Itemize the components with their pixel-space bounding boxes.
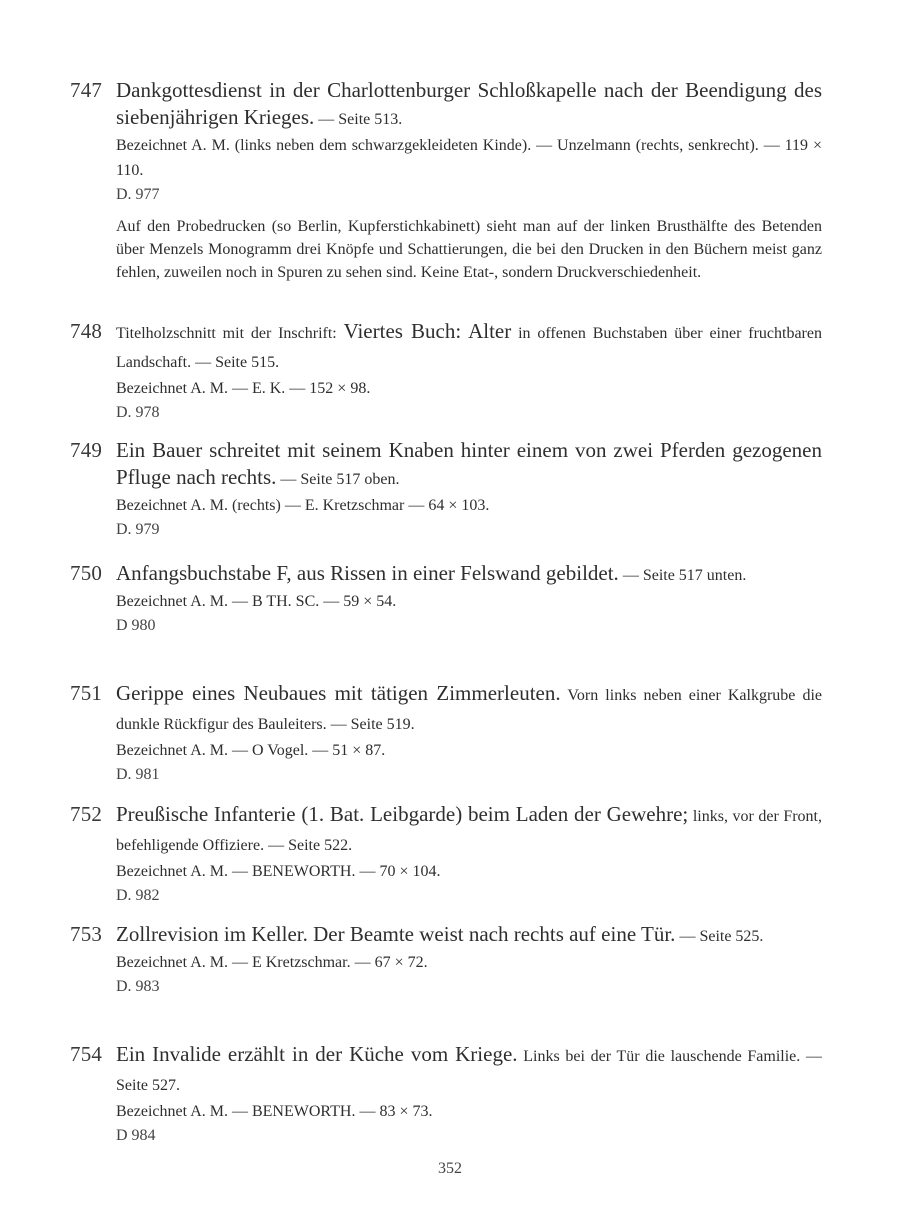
entry-number: 752: [70, 802, 103, 826]
entry-page-ref: in offenen Buchstaben über einer fruchtbaren Landschaft. — Seite 515.: [116, 325, 822, 371]
entry-d-number: D 980: [116, 617, 156, 634]
entry-page-ref: — Seite 525.: [675, 928, 764, 945]
entry-title: Gerippe eines Neubaues mit tätigen Zimmerleuten.: [116, 681, 561, 705]
entry-d-number: D. 983: [116, 978, 160, 995]
entry-d-number: D. 981: [116, 766, 160, 783]
entry-signature: Bezeichnet A. M. — E. K. — 152 × 98.: [116, 380, 371, 397]
entry-note: Auf den Probedrucken (so Berlin, Kupferstichkabinett) sieht man auf der linken Brusthälfte des Betenden über Menzels Monogramm drei Knöpfe und Schattierungen, die bei den Drucken in den Büchern meist ganz fehlen, zuweilen noch in Spuren zu sehen sind. Keine Etat-, sondern Druckverschiedenheit.: [116, 218, 822, 281]
entry-number: 753: [70, 922, 103, 946]
entry-d-number: D. 977: [116, 186, 160, 203]
entry-title: Preußische Infanterie (1. Bat. Leibgarde) beim Laden der Gewehre;: [116, 802, 689, 826]
entry-title-prefix: Titelholzschnitt mit der Inschrift:: [116, 325, 344, 342]
entry-signature: Bezeichnet A. M. — B TH. SC. — 59 × 54.: [116, 593, 397, 610]
entry-signature: Bezeichnet A. M. — E Kretzschmar. — 67 × 72.: [116, 954, 428, 971]
entry-page-ref: — Seite 517 oben.: [276, 471, 400, 488]
entry-page-ref: Links bei der Tür die lauschende Familie. — Seite 527.: [116, 1048, 822, 1094]
entry-title: Dankgottesdienst in der Charlottenburger Schloßkapelle nach der Beendigung des siebenjährigen Krieges.: [116, 78, 822, 129]
catalog-entry-748: [70, 318, 822, 425]
page-number: 352: [438, 1160, 462, 1177]
entry-title: Ein Bauer schreitet mit seinem Knaben hinter einem von zwei Pferden gezogenen Pfluge nach rechts.: [116, 438, 822, 489]
entry-number: 754: [70, 1042, 103, 1066]
entry-number: 748: [70, 319, 103, 343]
entry-signature: Bezeichnet A. M. (links neben dem schwarzgekleideten Kinde). — Unzelmann (rechts, senkrecht). — 119 × 110.: [116, 137, 822, 179]
entry-d-number: D. 979: [116, 521, 160, 538]
entry-signature: Bezeichnet A. M. — O Vogel. — 51 × 87.: [116, 742, 386, 759]
catalog-entry-754: [70, 1041, 822, 1148]
entry-title: Ein Invalide erzählt in der Küche vom Kriege.: [116, 1042, 518, 1066]
entry-number: 751: [70, 681, 103, 705]
catalog-entry-751: [70, 680, 822, 787]
entry-d-number: D. 982: [116, 887, 160, 904]
entry-page-ref: Vorn links neben einer Kalkgrube die dunkle Rückfigur des Bauleiters. — Seite 519.: [116, 687, 823, 733]
entry-page-ref: — Seite 513.: [314, 111, 403, 128]
entry-signature: Bezeichnet A. M. — BENEWORTH. — 83 × 73.: [116, 1103, 433, 1120]
entry-title: Zollrevision im Keller. Der Beamte weist nach rechts auf eine Tür.: [116, 922, 676, 946]
entry-signature: Bezeichnet A. M. (rechts) — E. Kretzschmar — 64 × 103.: [116, 497, 490, 514]
entry-number: 750: [70, 561, 103, 585]
catalog-entry-750: [70, 560, 822, 638]
entry-title: Viertes Buch: Alter: [343, 319, 512, 343]
entry-d-number: D 984: [116, 1127, 156, 1144]
catalog-entry-753: [70, 921, 822, 999]
entry-page-ref: links, vor der Front, befehligende Offiziere. — Seite 522.: [116, 808, 823, 854]
catalog-entry-752: [70, 801, 822, 908]
entry-title: Anfangsbuchstabe F, aus Rissen in einer Felswand gebildet.: [116, 561, 619, 585]
catalog-entry-749: [70, 437, 822, 542]
entry-page-ref: — Seite 517 unten.: [618, 567, 747, 584]
entry-signature: Bezeichnet A. M. — BENEWORTH. — 70 × 104.: [116, 863, 441, 880]
entry-number: 747: [70, 78, 103, 102]
catalog-entry-747: [70, 77, 822, 284]
entry-d-number: D. 978: [116, 404, 160, 421]
entry-number: 749: [70, 438, 103, 462]
